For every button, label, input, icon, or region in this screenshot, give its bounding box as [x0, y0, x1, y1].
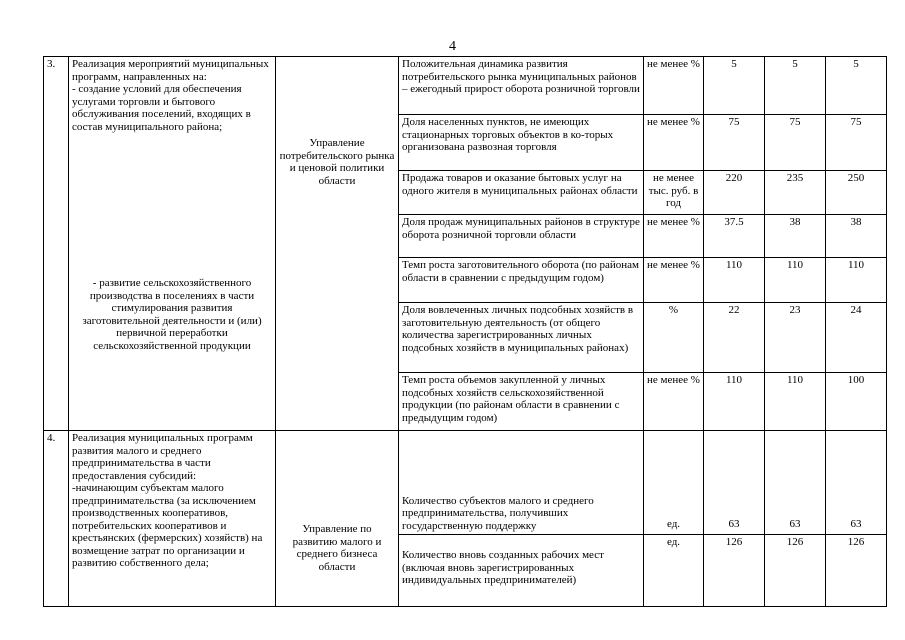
indicator-unit: ед. [644, 535, 704, 607]
indicator-text: Темп роста объемов закупленной у личных подсобных хозяйств сельскохозяйственной продукции (по районам области в сравнении с предыдущим годом) [399, 373, 644, 431]
indicator-value: 220 [704, 171, 765, 215]
indicator-unit: не менее тыс. руб. в год [644, 171, 704, 215]
indicator-value: 126 [765, 535, 826, 607]
indicator-value: 100 [826, 373, 887, 431]
indicator-value: 110 [765, 373, 826, 431]
indicator-value: 63 [826, 431, 887, 535]
indicator-value: 37.5 [704, 215, 765, 258]
section-number: 4. [44, 431, 69, 607]
indicator-value: 24 [826, 303, 887, 373]
indicator-value: 38 [765, 215, 826, 258]
indicator-value: 5 [765, 57, 826, 115]
indicators-table [43, 56, 887, 607]
indicator-value: 110 [765, 258, 826, 303]
indicator-value: 110 [826, 258, 887, 303]
indicator-value: 38 [826, 215, 887, 258]
indicator-unit: ед. [644, 431, 704, 535]
indicator-value: 5 [704, 57, 765, 115]
indicator-unit: не менее % [644, 57, 704, 115]
indicator-text: Положительная динамика развития потребительского рынка муниципальных районов – ежегодный прирост оборота розничной торговли [399, 57, 644, 115]
indicator-value: 110 [704, 258, 765, 303]
indicator-text: Количество субъектов малого и среднего предпринимательства, получивших государственную поддержку [399, 431, 644, 535]
program-item: - создание условий для обеспечения услугами торговли и бытового обслуживания поселений, входящих в состав муниципального района; [72, 83, 251, 133]
program-description [69, 57, 276, 431]
indicator-value: 23 [765, 303, 826, 373]
table-row [44, 57, 887, 115]
indicator-text: Доля населенных пунктов, не имеющих стационарных торговых объектов в ко-торых организована развозная торговля [399, 115, 644, 171]
program-item: - развитие сельскохозяйственного производства в поселениях в части стимулирования развития заготовительной деятельности и (или) первичной переработки сельскохозяйственной продукции [82, 277, 262, 352]
indicator-unit: % [644, 303, 704, 373]
indicator-value: 235 [765, 171, 826, 215]
section-number: 3. [44, 57, 69, 431]
indicator-value: 126 [826, 535, 887, 607]
indicator-value: 5 [826, 57, 887, 115]
indicator-text: Доля вовлеченных личных подсобных хозяйств в заготовительную деятельность (от общего количества зарегистрированных личных подсобных хозяйств в муниципальных районах) [399, 303, 644, 373]
executor: Управление по развитию малого и среднего бизнеса области [276, 431, 399, 607]
executor: Управление потребительского рынка и ценовой политики области [276, 57, 399, 431]
indicator-unit: не менее % [644, 258, 704, 303]
program-description [69, 431, 276, 607]
indicator-text: Темп роста заготовительного оборота (по районам области в сравнении с предыдущим годом) [399, 258, 644, 303]
indicator-value: 75 [704, 115, 765, 171]
indicator-text: Количество вновь созданных рабочих мест (включая вновь зарегистрированных индивидуальных предпринимателей) [399, 535, 644, 607]
program-item: -начинающим субъектам малого предпринимательства (за исключением производственных кооперативов, потребительских кооперативов и крестьянских (фермерских) хозяйств) на возмещение затрат по организации и развитию собственного дела; [72, 482, 263, 569]
indicator-text: Доля продаж муниципальных районов в структуре оборота розничной торговли области [399, 215, 644, 258]
program-intro: Реализация муниципальных программ развития малого и среднего предпринимательства в части предоставления субсидий: [72, 432, 253, 482]
indicator-value: 63 [765, 431, 826, 535]
indicator-text: Продажа товаров и оказание бытовых услуг на одного жителя в муниципальных районах области [399, 171, 644, 215]
indicator-unit: не менее % [644, 373, 704, 431]
indicator-value: 22 [704, 303, 765, 373]
indicator-value: 75 [826, 115, 887, 171]
page-number: 4 [449, 39, 456, 54]
table-row [44, 431, 887, 535]
program-intro: Реализация мероприятий муниципальных программ, направленных на: [72, 58, 269, 83]
indicator-value: 75 [765, 115, 826, 171]
indicator-value: 250 [826, 171, 887, 215]
indicator-value: 126 [704, 535, 765, 607]
indicator-unit: не менее % [644, 115, 704, 171]
indicator-value: 110 [704, 373, 765, 431]
indicator-unit: не менее % [644, 215, 704, 258]
indicator-value: 63 [704, 431, 765, 535]
